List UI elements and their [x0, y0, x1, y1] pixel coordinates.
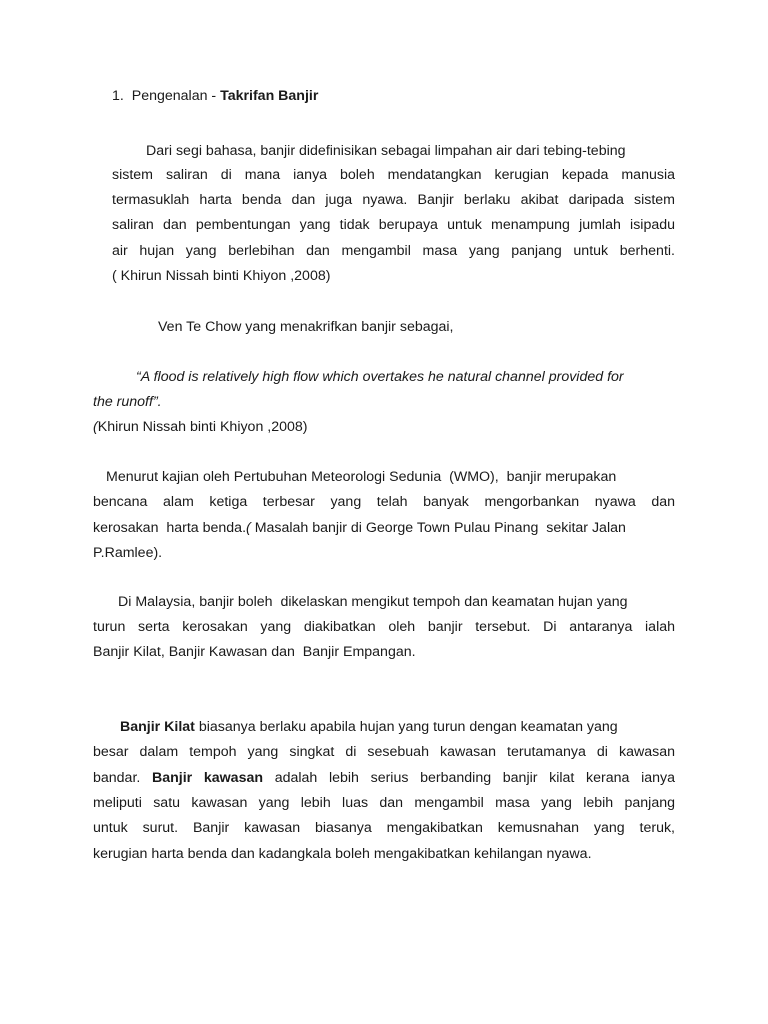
section-heading — [112, 87, 318, 105]
para1-line4: saliran dan pembentungan yang tidak berupaya untuk menampung jumlah isipadu — [112, 217, 675, 233]
para1-line3: termasuklah harta benda dan juga nyawa. Banjir berlaku akibat daripada sistem — [112, 192, 675, 208]
para1-citation: ( Khirun Nissah binti Khiyon ,2008) — [112, 268, 331, 284]
para3-line1: Menurut kajian oleh Pertubuhan Meteorologi Sedunia (WMO), banjir merupakan — [106, 469, 617, 485]
para1-line1: Dari segi bahasa, banjir didefinisikan sebagai limpahan air dari tebing-tebing — [146, 143, 626, 159]
para3-line3: kerosakan harta benda.( Masalah banjir di George Town Pulau Pinang sekitar Jalan — [93, 520, 626, 536]
para5-line1: Banjir Kilat biasanya berlaku apabila hujan yang turun dengan keamatan yang — [120, 719, 618, 735]
para2-line1: Ven Te Chow yang menakrifkan banjir sebagai, — [158, 319, 454, 335]
para4-line1: Di Malaysia, banjir boleh dikelaskan mengikut tempoh dan keamatan hujan yang — [118, 594, 628, 610]
heading-prefix: Pengenalan - — [131, 88, 221, 104]
quote-citation: (Khirun Nissah binti Khiyon ,2008) — [93, 419, 308, 435]
para1-line5: air hujan yang berlebihan dan mengambil masa yang panjang untuk berhenti. — [112, 243, 675, 259]
heading-title: Takrifan Banjir — [220, 88, 319, 104]
para5-line4: meliputi satu kawasan yang lebih luas dan mengambil masa yang lebih panjang — [93, 795, 675, 811]
para5-line3: bandar. Banjir kawasan adalah lebih serius berbanding banjir kilat kerana ianya — [93, 770, 675, 786]
para1-line2: sistem saliran di mana ianya boleh mendatangkan kerugian kepada manusia — [112, 167, 675, 183]
para5-line5: untuk surut. Banjir kawasan biasanya mengakibatkan kemusnahan yang teruk, — [93, 820, 675, 836]
para4-line2: turun serta kerosakan yang diakibatkan oleh banjir tersebut. Di antaranya ialah — [93, 619, 675, 635]
para3-line2: bencana alam ketiga terbesar yang telah banyak mengorbankan nyawa dan — [93, 494, 675, 510]
quote-line1: “A flood is relatively high flow which overtakes he natural channel provided for — [136, 369, 624, 385]
heading-number: 1. — [112, 88, 124, 104]
para4-line3: Banjir Kilat, Banjir Kawasan dan Banjir Empangan. — [93, 644, 416, 660]
para5-line2: besar dalam tempoh yang singkat di sesebuah kawasan terutamanya di kawasan — [93, 744, 675, 760]
para5-line6: kerugian harta benda dan kadangkala boleh mengakibatkan kehilangan nyawa. — [93, 846, 592, 862]
quote-line2: the runoff”. — [93, 394, 162, 410]
para3-source: P.Ramlee). — [93, 545, 163, 561]
